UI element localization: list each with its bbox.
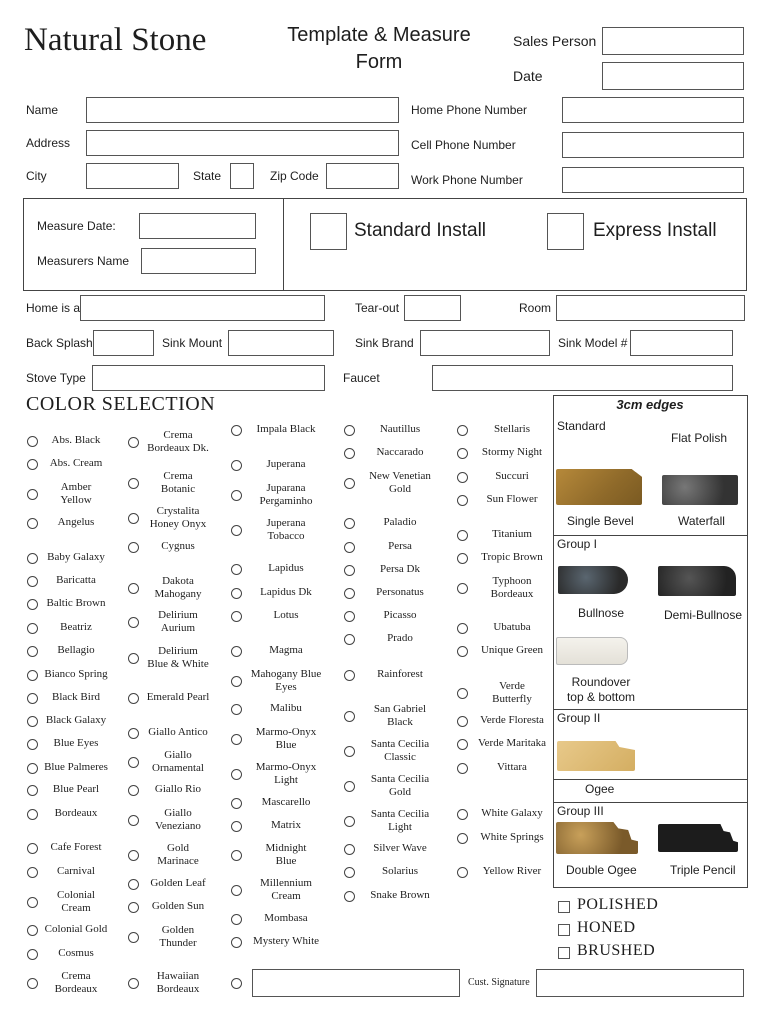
color-option-label: Golden Sun <box>151 900 205 913</box>
express-install-label: Express Install <box>593 220 717 241</box>
color-option-label: Crystalita Honey Onyx <box>149 504 207 530</box>
form-title-line1: Template & Measure <box>287 24 471 46</box>
sales-person-label: Sales Person <box>513 33 597 49</box>
faucet-label: Faucet <box>343 371 380 385</box>
sink-brand-label: Sink Brand <box>355 336 414 350</box>
color-option-label: Malibu <box>270 702 302 715</box>
color-radio[interactable] <box>27 576 38 587</box>
roundover-label-line2: top & bottom <box>566 690 636 704</box>
color-option-label: New Venetian Gold <box>369 469 431 495</box>
group3-divider <box>553 802 748 803</box>
triple-pencil-label: Triple Pencil <box>670 863 736 877</box>
color-radio[interactable] <box>344 448 355 459</box>
color-radio[interactable] <box>344 844 355 855</box>
color-radio[interactable] <box>128 513 139 524</box>
color-radio[interactable] <box>27 739 38 750</box>
color-radio[interactable] <box>27 843 38 854</box>
color-option-label: Amber Yellow <box>60 480 92 506</box>
color-radio[interactable] <box>344 634 355 645</box>
color-radio[interactable] <box>27 716 38 727</box>
color-option-label: Juperana Tobacco <box>266 516 306 542</box>
color-option-label: Persa <box>388 540 412 553</box>
color-option-label: Millennium Cream <box>260 876 312 902</box>
color-radio[interactable] <box>231 885 242 896</box>
color-option-label: Dakota Mahogany <box>154 574 202 600</box>
color-option-label: Golden Thunder <box>159 923 197 949</box>
color-option-label: Persa Dk <box>379 563 421 576</box>
waterfall-label: Waterfall <box>678 514 725 528</box>
color-option-label: Marmo-Onyx Blue <box>255 725 317 751</box>
color-radio[interactable] <box>231 525 242 536</box>
color-radio[interactable] <box>231 937 242 948</box>
bullnose-swatch <box>558 566 628 594</box>
color-option-label: Abs. Black <box>51 434 101 447</box>
color-radio[interactable] <box>344 425 355 436</box>
faucet-field[interactable] <box>432 365 733 391</box>
honed-label: HONED <box>577 919 636 936</box>
group1-divider <box>553 535 748 536</box>
color-radio[interactable] <box>231 646 242 657</box>
color-radio[interactable] <box>457 646 468 657</box>
color-radio[interactable] <box>344 891 355 902</box>
color-option-label: Vittara <box>497 761 527 774</box>
color-radio[interactable] <box>27 459 38 470</box>
color-option-label: Picasso <box>383 609 417 622</box>
color-option-label: Succuri <box>495 470 529 483</box>
color-option-label: Blue Pearl <box>52 783 100 796</box>
color-option-label: Emerald Pearl <box>146 691 210 704</box>
color-radio[interactable] <box>128 617 139 628</box>
stove-type-field[interactable] <box>92 365 325 391</box>
color-radio[interactable] <box>27 785 38 796</box>
color-radio[interactable] <box>231 588 242 599</box>
group2-divider <box>553 709 748 710</box>
back-splash-label: Back Splash <box>26 336 93 350</box>
address-label: Address <box>26 136 71 150</box>
edges-title: 3cm edges <box>616 397 684 412</box>
color-radio[interactable] <box>27 867 38 878</box>
color-option-label: Verde Maritaka <box>477 737 547 750</box>
color-radio[interactable] <box>27 518 38 529</box>
color-option-label: Paladio <box>383 516 417 529</box>
address-field[interactable] <box>86 130 399 156</box>
color-option-label: Carnival <box>57 865 95 878</box>
brushed-checkbox[interactable] <box>558 947 570 959</box>
standard-install-label: Standard Install <box>354 220 487 241</box>
room-label: Room <box>519 301 552 315</box>
zip-field[interactable] <box>326 163 399 189</box>
color-option-label: Cafe Forest <box>50 841 102 854</box>
color-radio[interactable] <box>128 978 139 989</box>
color-option-label: Stellaris <box>493 423 531 436</box>
name-label: Name <box>26 103 59 117</box>
home-is-a-field[interactable] <box>80 295 325 321</box>
sales-person-field[interactable] <box>602 27 744 55</box>
color-option-label: Lapidus Dk <box>260 586 312 599</box>
color-option-label: Crema Botanic <box>160 469 196 495</box>
measure-date-label: Measure Date: <box>37 219 116 233</box>
color-radio[interactable] <box>231 564 242 575</box>
state-label: State <box>193 169 222 183</box>
color-option-label: Impala Black <box>256 423 316 436</box>
color-option-label: Giallo Veneziano <box>155 806 201 832</box>
color-radio[interactable] <box>27 646 38 657</box>
color-option-label: White Springs <box>480 831 544 844</box>
color-option-label: Mahogany Blue Eyes <box>250 667 322 693</box>
color-option-label: Angelus <box>57 516 95 529</box>
color-radio[interactable] <box>231 769 242 780</box>
color-radio[interactable] <box>128 693 139 704</box>
company-title: Natural Stone <box>24 22 207 58</box>
measurers-name-field[interactable] <box>141 248 256 274</box>
group1-label: Group I <box>557 537 598 551</box>
color-radio[interactable] <box>344 478 355 489</box>
color-option-label: Colonial Cream <box>57 888 95 914</box>
color-radio[interactable] <box>128 437 139 448</box>
color-option-label: Verde Floresta <box>480 714 544 727</box>
color-option-label: Crema Bordeaux <box>54 969 98 995</box>
color-radio[interactable] <box>457 530 468 541</box>
color-option-label: Solarius <box>381 865 419 878</box>
color-radio[interactable] <box>457 833 468 844</box>
color-option-label: San Gabriel Black <box>373 702 427 728</box>
color-radio[interactable] <box>128 478 139 489</box>
color-radio[interactable] <box>457 472 468 483</box>
sink-mount-label: Sink Mount <box>162 336 223 350</box>
signature-label: Cust. Signature <box>468 977 530 988</box>
color-radio[interactable] <box>27 623 38 634</box>
color-radio[interactable] <box>344 711 355 722</box>
date-label: Date <box>513 68 543 84</box>
color-option-label: Stormy Night <box>481 446 543 459</box>
demi-bullnose-label: Demi-Bullnose <box>664 608 743 622</box>
color-option-label: Gold Marinace <box>157 841 199 867</box>
color-option-label: Tropic Brown <box>481 551 543 564</box>
roundover-swatch <box>556 637 628 665</box>
room-field[interactable] <box>556 295 745 321</box>
cell-phone-field[interactable] <box>562 132 744 158</box>
color-option-label: Verde Butterfly <box>492 679 532 705</box>
color-radio[interactable] <box>231 460 242 471</box>
standard-label: Standard <box>557 419 606 433</box>
ogee-label: Ogee <box>585 782 615 796</box>
color-radio[interactable] <box>231 425 242 436</box>
color-radio[interactable] <box>457 583 468 594</box>
sink-model-label: Sink Model # <box>558 336 628 350</box>
color-option-label: Abs. Cream <box>49 457 103 470</box>
color-radio[interactable] <box>231 978 242 989</box>
color-option-label: Baltic Brown <box>46 597 106 610</box>
color-option-label: Baby Galaxy <box>47 551 105 564</box>
sink-mount-field[interactable] <box>228 330 334 356</box>
color-selection-title: COLOR SELECTION <box>26 393 216 415</box>
color-radio[interactable] <box>344 611 355 622</box>
color-option-label: Baricatta <box>56 574 96 587</box>
color-option-label: Lotus <box>273 609 299 622</box>
color-option-label: Black Galaxy <box>45 714 107 727</box>
color-option-label: Nautillus <box>379 423 421 436</box>
color-option-label: Delirium Blue & White <box>147 644 209 670</box>
polished-label: POLISHED <box>577 896 659 913</box>
color-radio[interactable] <box>27 925 38 936</box>
color-radio[interactable] <box>344 670 355 681</box>
color-radio[interactable] <box>457 716 468 727</box>
color-radio[interactable] <box>27 693 38 704</box>
color-option-label: Mascarello <box>261 796 311 809</box>
color-radio[interactable] <box>27 949 38 960</box>
color-radio[interactable] <box>231 821 242 832</box>
color-radio[interactable] <box>457 763 468 774</box>
color-radio[interactable] <box>344 867 355 878</box>
color-radio[interactable] <box>457 688 468 699</box>
bullnose-label: Bullnose <box>578 606 625 620</box>
back-splash-field[interactable] <box>93 330 154 356</box>
color-option-label: Golden Leaf <box>150 877 206 890</box>
color-option-label: Giallo Ornamental <box>152 748 204 774</box>
color-option-label: Bellagio <box>57 644 95 657</box>
color-option-label: Lapidus <box>268 562 304 575</box>
city-field[interactable] <box>86 163 179 189</box>
date-field[interactable] <box>602 62 744 90</box>
color-option-label: Crema Bordeaux Dk. <box>147 428 209 454</box>
color-option-label: Mombasa <box>264 912 308 925</box>
stove-type-label: Stove Type <box>26 371 86 385</box>
color-radio[interactable] <box>231 611 242 622</box>
sink-brand-field[interactable] <box>420 330 550 356</box>
color-radio[interactable] <box>344 518 355 529</box>
color-option-label: Mystery White <box>252 935 320 948</box>
color-radio[interactable] <box>344 542 355 553</box>
color-option-label: Unique Green <box>480 644 543 657</box>
demi-bullnose-swatch <box>658 566 736 596</box>
color-other-field[interactable] <box>252 969 460 997</box>
single-bevel-label: Single Bevel <box>567 514 634 528</box>
color-option-label: Bordeaux <box>54 807 98 820</box>
color-option-label: Giallo Antico <box>148 726 208 739</box>
roundover-label-line1: Roundover <box>571 675 631 689</box>
color-radio[interactable] <box>27 763 38 774</box>
work-phone-field[interactable] <box>562 167 744 193</box>
group3-label: Group III <box>557 804 604 818</box>
color-option-label: Cygnus <box>161 540 195 553</box>
honed-checkbox[interactable] <box>558 924 570 936</box>
color-option-label: Giallo Rio <box>154 783 202 796</box>
color-option-label: Colonial Gold <box>44 923 108 936</box>
color-option-label: Juperana <box>266 458 306 471</box>
color-option-label: Ubatuba <box>493 621 531 634</box>
sink-model-field[interactable] <box>630 330 733 356</box>
color-option-label: Yellow River <box>482 865 542 878</box>
color-radio[interactable] <box>27 553 38 564</box>
color-radio[interactable] <box>128 785 139 796</box>
home-is-a-label: Home is a <box>26 301 81 315</box>
home-phone-label: Home Phone Number <box>411 103 528 117</box>
color-radio[interactable] <box>128 850 139 861</box>
color-radio[interactable] <box>128 932 139 943</box>
group2-label: Group II <box>557 711 601 725</box>
home-phone-field[interactable] <box>562 97 744 123</box>
signature-field[interactable] <box>536 969 744 997</box>
color-option-label: White Galaxy <box>481 807 543 820</box>
color-radio[interactable] <box>457 448 468 459</box>
color-radio[interactable] <box>231 734 242 745</box>
color-option-label: Midnight Blue <box>265 841 307 867</box>
color-radio[interactable] <box>231 490 242 501</box>
color-option-label: Beatriz <box>60 621 92 634</box>
color-radio[interactable] <box>27 489 38 500</box>
color-option-label: Santa Cecilia Light <box>370 807 430 833</box>
work-phone-label: Work Phone Number <box>411 173 523 187</box>
color-option-label: Titanium <box>492 528 532 541</box>
color-radio[interactable] <box>457 495 468 506</box>
color-radio[interactable] <box>27 599 38 610</box>
color-radio[interactable] <box>457 425 468 436</box>
color-option-label: Prado <box>387 632 413 645</box>
color-radio[interactable] <box>344 565 355 576</box>
color-option-label: Typhoon Bordeaux <box>490 574 534 600</box>
color-radio[interactable] <box>231 798 242 809</box>
double-ogee-label: Double Ogee <box>566 863 637 877</box>
color-option-label: Silver Wave <box>373 842 427 855</box>
form-title <box>270 22 488 76</box>
color-option-label: Rainforest <box>377 668 423 681</box>
color-radio[interactable] <box>27 436 38 447</box>
color-option-label: Matrix <box>271 819 301 832</box>
measure-section <box>23 198 747 291</box>
color-option-label: Magma <box>269 644 303 657</box>
color-radio[interactable] <box>344 746 355 757</box>
color-radio[interactable] <box>27 978 38 989</box>
color-option-label: Santa Cecilia Gold <box>370 772 430 798</box>
color-radio[interactable] <box>128 757 139 768</box>
state-field[interactable] <box>230 163 254 189</box>
color-radio[interactable] <box>457 809 468 820</box>
city-label: City <box>26 169 47 183</box>
waterfall-swatch <box>662 475 738 505</box>
color-radio[interactable] <box>128 815 139 826</box>
express-install-checkbox[interactable] <box>547 213 584 250</box>
single-bevel-swatch <box>556 469 642 505</box>
color-radio[interactable] <box>128 879 139 890</box>
color-radio[interactable] <box>231 850 242 861</box>
color-radio[interactable] <box>128 902 139 913</box>
tear-out-label: Tear-out <box>355 301 400 315</box>
color-radio[interactable] <box>128 542 139 553</box>
roundover-label <box>556 675 646 705</box>
color-option-label: Delirium Aurium <box>158 608 198 634</box>
zip-label: Zip Code <box>270 169 319 183</box>
color-option-label: Cosmus <box>58 947 94 960</box>
color-radio[interactable] <box>231 704 242 715</box>
color-option-label: Juparana Pergaminho <box>259 481 313 507</box>
color-radio[interactable] <box>27 897 38 908</box>
cell-phone-label: Cell Phone Number <box>411 138 516 152</box>
color-option-label: Blue Eyes <box>53 737 99 750</box>
color-radio[interactable] <box>344 816 355 827</box>
group3-divider-top <box>553 779 748 780</box>
color-radio[interactable] <box>27 809 38 820</box>
flat-polish-label: Flat Polish <box>671 431 728 445</box>
form-title-line2: Form <box>355 51 403 73</box>
color-radio[interactable] <box>231 914 242 925</box>
color-option-label: Personatus <box>376 586 424 599</box>
color-option-label: Santa Cecilia Classic <box>370 737 430 763</box>
brushed-label: BRUSHED <box>577 942 656 959</box>
color-radio[interactable] <box>457 553 468 564</box>
color-option-label: Bianco Spring <box>44 668 108 681</box>
color-radio[interactable] <box>344 588 355 599</box>
color-option-label: Black Bird <box>52 691 100 704</box>
color-radio[interactable] <box>457 867 468 878</box>
color-radio[interactable] <box>457 623 468 634</box>
name-field[interactable] <box>86 97 399 123</box>
color-radio[interactable] <box>457 739 468 750</box>
standard-install-checkbox[interactable] <box>310 213 347 250</box>
color-option-label: Marmo-Onyx Light <box>255 760 317 786</box>
measurers-name-label: Measurers Name <box>37 254 130 268</box>
color-option-label: Hawaiian Bordeaux <box>156 969 200 995</box>
polished-checkbox[interactable] <box>558 901 570 913</box>
color-radio[interactable] <box>128 728 139 739</box>
color-radio[interactable] <box>344 781 355 792</box>
color-radio[interactable] <box>128 653 139 664</box>
color-option-label: Sun Flower <box>486 493 538 506</box>
color-option-label: Snake Brown <box>370 889 430 902</box>
color-option-label: Blue Palmeres <box>44 761 108 774</box>
tear-out-field[interactable] <box>404 295 461 321</box>
measure-divider <box>283 198 284 291</box>
color-radio[interactable] <box>27 670 38 681</box>
color-option-label: Naccarado <box>376 446 424 459</box>
color-radio[interactable] <box>128 583 139 594</box>
color-radio[interactable] <box>231 676 242 687</box>
measure-date-field[interactable] <box>139 213 256 239</box>
